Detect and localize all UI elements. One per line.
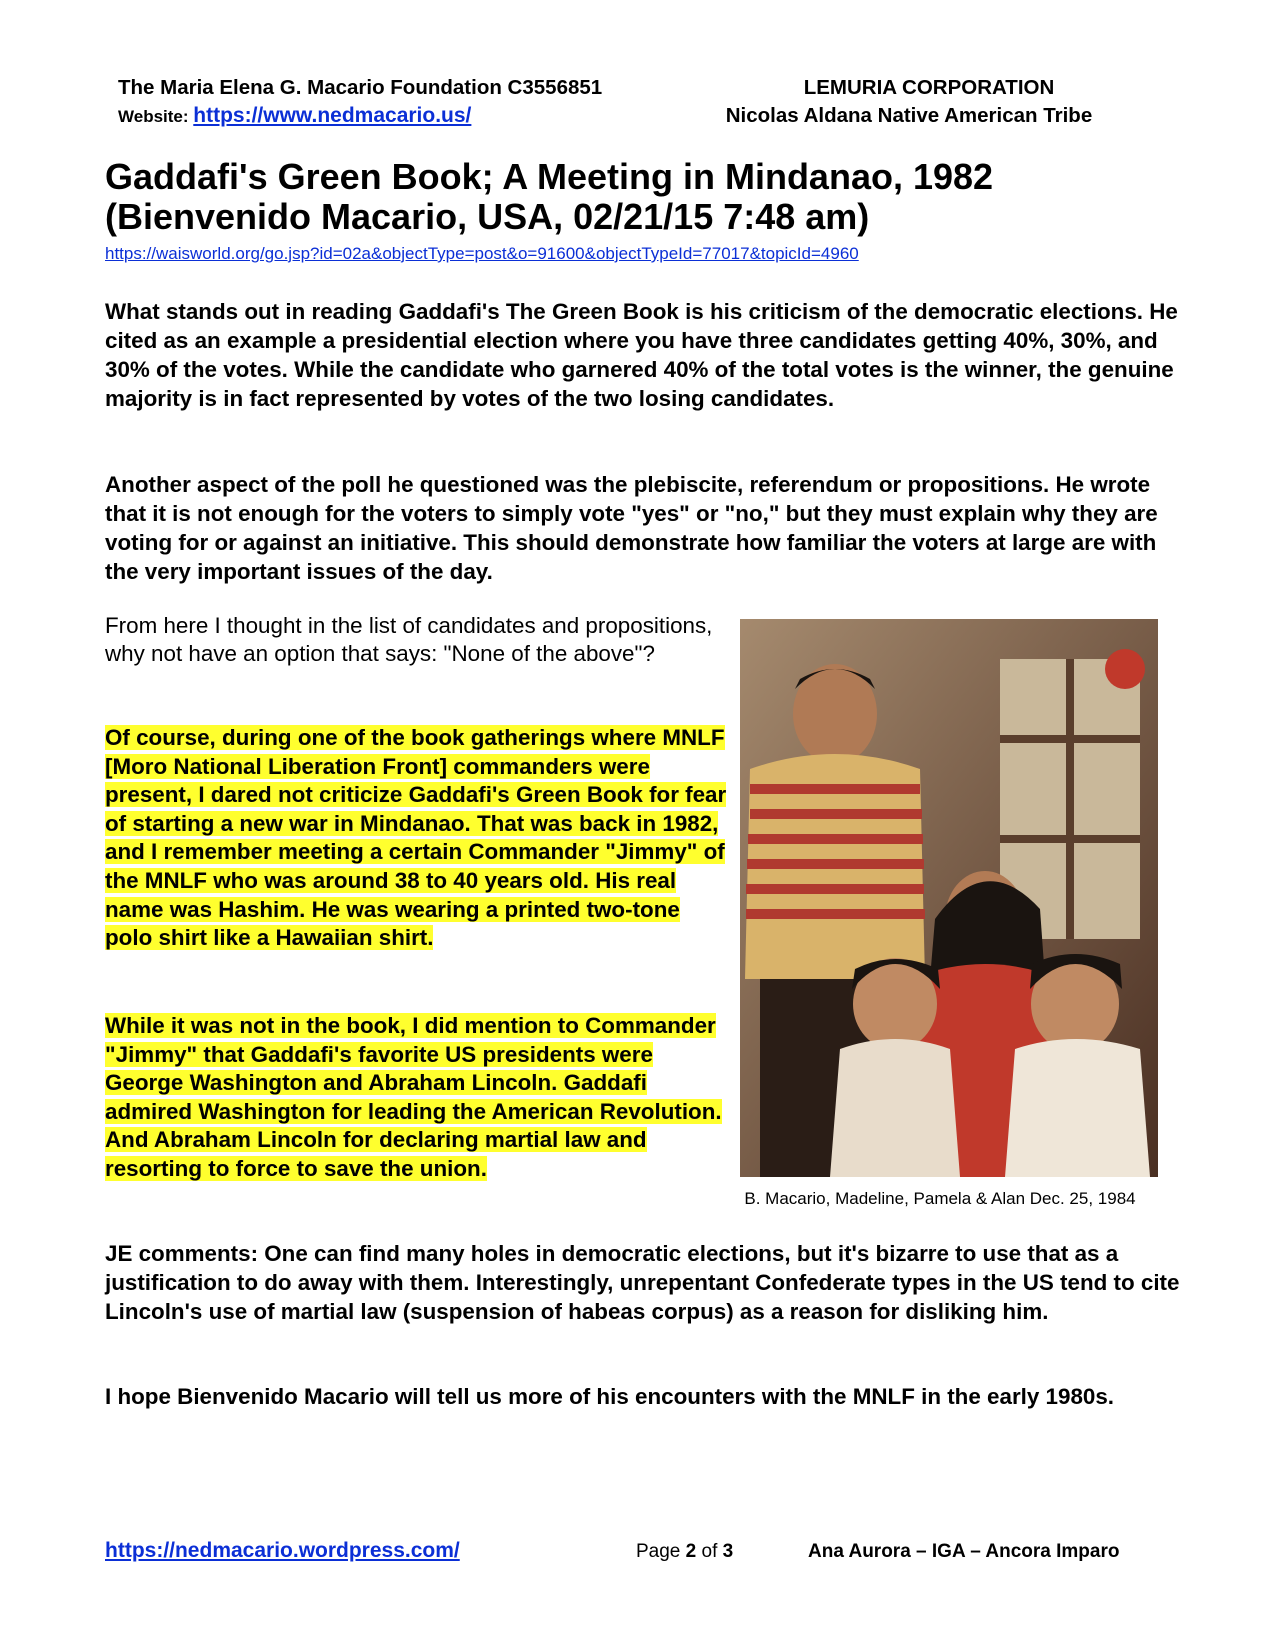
website-label: Website: bbox=[118, 107, 189, 126]
highlighted-paragraph-2 bbox=[105, 1012, 730, 1184]
header-right bbox=[649, 74, 1169, 130]
page-total: 3 bbox=[722, 1541, 734, 1562]
paragraph-1: What stands out in reading Gaddafi's The Green Book is his criticism of the democratic elections. He cited as an example a presidential election where you have three candidates getting 40%, 30%, and 30% of the votes. While the candidate who garnered 40% of the total votes is the winner, the genuine majority is in fact represented by votes of the two losing candidates. bbox=[105, 299, 1178, 411]
title-line-1: Gaddafi's Green Book; A Meeting in Mindanao, 1982 bbox=[105, 156, 994, 197]
tribe-name: Nicolas Aldana Native American Tribe bbox=[725, 104, 1093, 127]
highlighted-paragraph-1 bbox=[105, 724, 730, 953]
page-of: of bbox=[701, 1541, 718, 1562]
family-photo bbox=[740, 619, 1158, 1177]
highlighted-text: Of course, during one of the book gatherings where MNLF [Moro National Liberation Front] commanders were present, I dared not criticize Gaddafi's Green Book for fear of starting a new war in Mindanao. That was back in 1982, and I remember meeting a certain Commander "Jimmy" of the MNLF who was around 38 to 40 years old. His real name was Hashim. He was wearing a printed two-tone polo shirt like a Hawaiian shirt. bbox=[105, 725, 727, 951]
header-left bbox=[118, 74, 738, 131]
page-prefix: Page bbox=[636, 1541, 681, 1562]
footer-motto: Ana Aurora – IGA – Ancora Imparo bbox=[808, 1541, 1120, 1562]
paragraph-3: From here I thought in the list of candidates and propositions, why not have an option that says: "None of the above"? bbox=[105, 613, 713, 666]
website-line bbox=[118, 102, 738, 131]
corporation-name: LEMURIA CORPORATION bbox=[803, 76, 1055, 99]
title-line-2: (Bienvenido Macario, USA, 02/21/15 7:48 am) bbox=[105, 196, 870, 237]
photo-caption: B. Macario, Madeline, Pamela & Alan Dec. 25, 1984 bbox=[744, 1189, 1136, 1208]
article-title bbox=[105, 157, 1185, 237]
highlighted-text: While it was not in the book, I did mention to Commander "Jimmy" that Gaddafi's favorite US presidents were George Washington and Abraham Lincoln. Gaddafi admired Washington for leading the American Revolution. And Abraham Lincoln for declaring martial law and resorting to force to save the union. bbox=[105, 1013, 722, 1181]
page-current: 2 bbox=[685, 1541, 697, 1562]
footer-link[interactable]: https://nedmacario.wordpress.com/ bbox=[105, 1539, 460, 1562]
foundation-name: The Maria Elena G. Macario Foundation C3556851 bbox=[118, 76, 603, 99]
source-link[interactable]: https://waisworld.org/go.jsp?id=02a&objectType=post&o=91600&objectTypeId=77017&topicId=4960 bbox=[105, 244, 859, 263]
page-number bbox=[636, 1541, 733, 1563]
je-comments: JE comments: One can find many holes in democratic elections, but it's bizarre to use that as a justification to do away with them. Interestingly, unrepentant Confederate types in the US tend to cite Lincoln's use of martial law (suspension of habeas corpus) as a reason for disliking him. bbox=[105, 1241, 1180, 1324]
closing-paragraph: I hope Bienvenido Macario will tell us more of his encounters with the MNLF in the early 1980s. bbox=[105, 1384, 1115, 1409]
website-link[interactable]: https://www.nedmacario.us/ bbox=[193, 104, 472, 127]
paragraph-2: Another aspect of the poll he questioned was the plebiscite, referendum or propositions. He wrote that it is not enough for the voters to simply vote "yes" or "no," but they must explain why they are voting for or against an initiative. This should demonstrate how familiar the voters at large are with the very important issues of the day. bbox=[105, 472, 1158, 584]
